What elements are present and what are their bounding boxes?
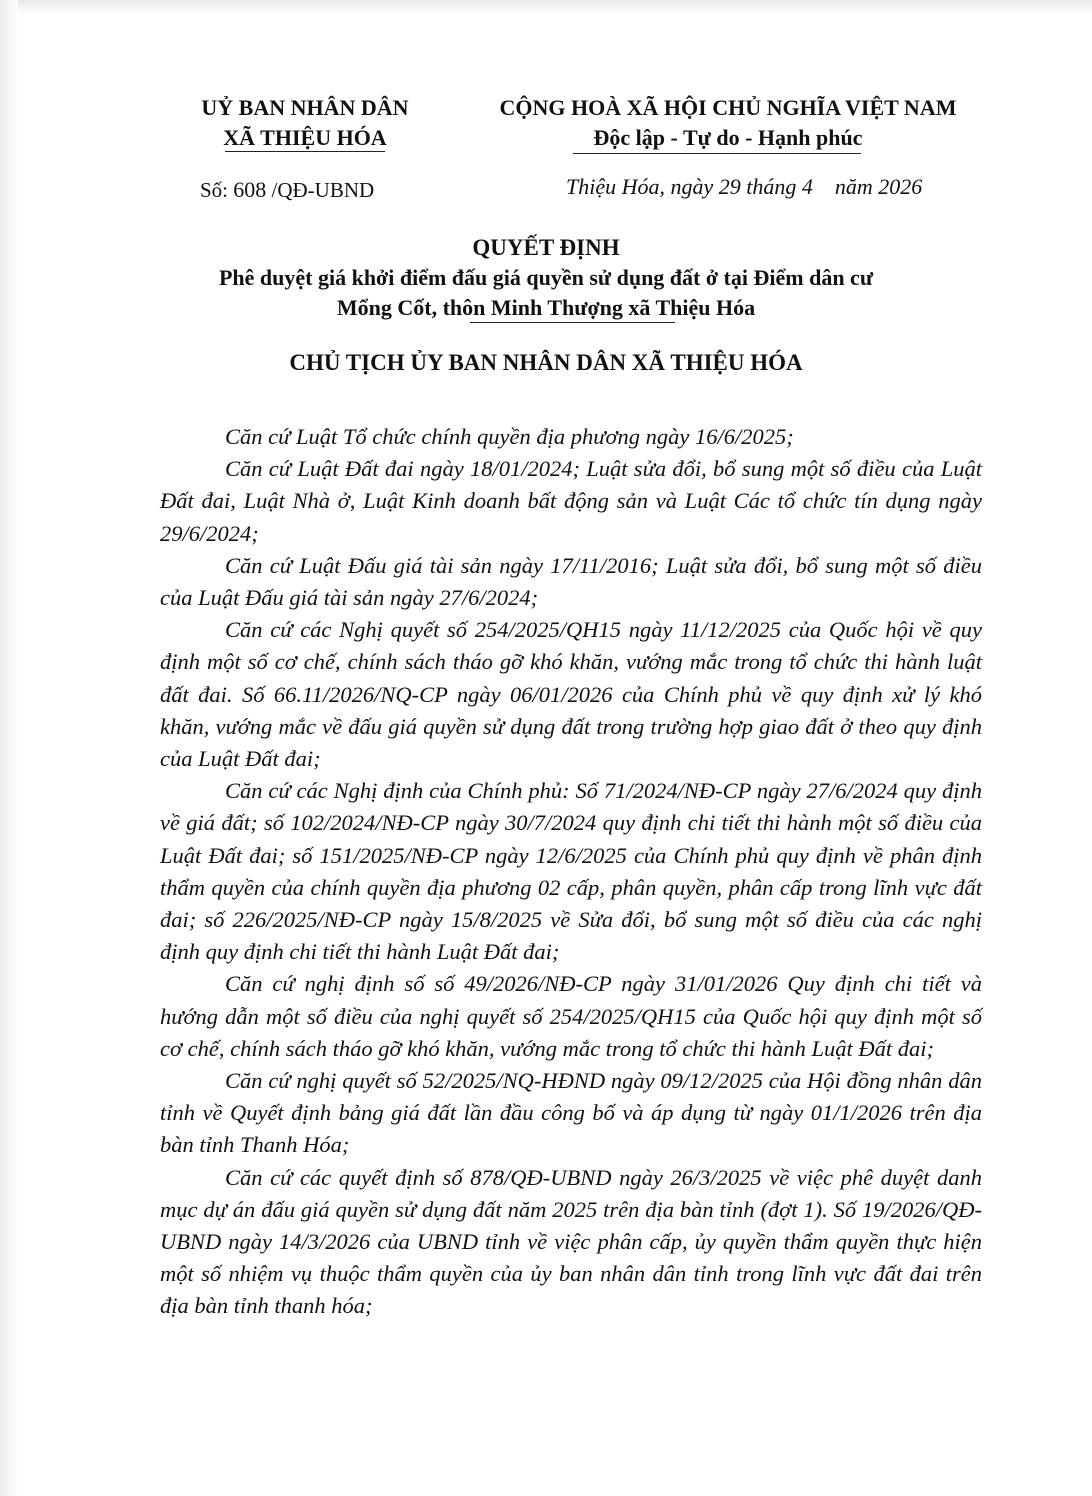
paragraph-6: Căn cứ nghị định số số 49/2026/NĐ-CP ngày 31/01/2026 Quy định chi tiết và hướng dẫn một số điều của nghị quyết số 254/2025/QH15 của Quốc hội quy định một số cơ chế, chính sách tháo gỡ khó khăn, vướng mắc trong tổ chức thi hành Luật Đất đai; (160, 971, 982, 1061)
subtitle-line-1: Phê duyệt giá khởi điểm đấu giá quyền sử dụng đất ở tại Điểm dân cư (218, 265, 874, 290)
document-number (200, 177, 374, 203)
paragraph-7: Căn cứ nghị quyết số 52/2025/NQ-HĐND ngày 09/12/2025 của Hội đồng nhân dân tỉnh về Quyết định bảng giá đất lần đầu công bố và áp dụng từ ngày 01/1/2026 trên địa bàn tỉnh Thanh Hóa; (160, 1068, 982, 1158)
national-heading (468, 93, 988, 153)
paragraph-5: Căn cứ các Nghị định của Chính phủ: Số 71/2024/NĐ-CP ngày 27/6/2024 quy định về giá đất; số 102/2024/NĐ-CP ngày 30/7/2024 quy định chi tiết thi hành một số điều của Luật Đất đai; số 151/2025/NĐ-CP ngày 12/6/2025 của Chính phủ quy định về phân định thẩm quyền của chính quyền địa phương 02 cấp, phân quyền, phân cấp trong lĩnh vực đất đai; số 226/2025/NĐ-CP ngày 15/8/2025 về Sửa đổi, bổ sung một số điều của các nghị định quy định chi tiết thi hành Luật Đất đai; (160, 778, 982, 965)
scan-edge-left (0, 0, 18, 1496)
paragraph-8: Căn cứ các quyết định số 878/QĐ-UBND ngày 26/3/2025 về việc phê duyệt danh mục dự án đấu giá quyền sử dụng đất năm 2025 trên địa bàn tỉnh (đợt 1). Số 19/2026/QĐ-UBND ngày 14/3/2026 của UBND tỉnh về việc phân cấp, ủy quyền thẩm quyền thực hiện một số nhiệm vụ thuộc thẩm quyền của ủy ban nhân dân tỉnh trong lĩnh vực đất đai trên địa bàn tỉnh thanh hóa; (160, 1164, 982, 1319)
date-day: 29 (718, 174, 741, 199)
document-date (566, 174, 922, 200)
paragraph-2: Căn cứ Luật Đất đai ngày 18/01/2024; Luật sửa đổi, bổ sung một số điều của Luật Đất đai, Luật Nhà ở, Luật Kinh doanh bất động sản và Luật Các tổ chức tín dụng ngày 29/6/2024; (160, 456, 982, 546)
nation-motto: Độc lập - Tự do - Hạnh phúc (593, 125, 863, 150)
issuing-agency (170, 93, 440, 153)
doc-number-prefix: Số: (200, 178, 229, 202)
paragraph-3: Căn cứ Luật Đấu giá tài sản ngày 17/11/2016; Luật sửa đổi, bổ sung một số điều của Luật Đấu giá tài sản ngày 27/6/2024; (160, 552, 982, 611)
subtitle-underline (470, 322, 675, 323)
decision-subtitle (150, 263, 942, 323)
doc-number-suffix: /QĐ-UBND (271, 178, 375, 202)
date-place: Thiệu Hóa, ngày (566, 174, 714, 199)
doc-number-value: 608 (233, 177, 267, 202)
legal-basis (160, 421, 982, 1323)
subtitle-line-2: Mổng Cốt, thôn Minh Thượng xã Thiệu Hóa (336, 295, 756, 320)
motto-underline (573, 153, 861, 154)
paragraph-4: Căn cứ các Nghị quyết số 254/2025/QH15 ngày 11/12/2025 của Quốc hội về quy định một số cơ chế, chính sách tháo gỡ khó khăn, vướng mắc trong tổ chức thi hành luật đất đai. Số 66.11/2026/NQ-CP ngày 06/01/2026 của Chính phủ về quy định xử lý khó khăn, vướng mắc về đấu giá quyền sử dụng đất trong trường hợp giao đất ở theo quy định của Luật Đất đai; (160, 617, 982, 772)
agency-line-1: UỶ BAN NHÂN DÂN (201, 95, 409, 120)
date-month-label: tháng (746, 174, 797, 199)
chairman-heading: CHỦ TỊCH ỦY BAN NHÂN DÂN XÃ THIỆU HÓA (289, 350, 803, 375)
date-year: 2026 (878, 174, 923, 199)
scan-edge-top (0, 0, 1092, 14)
decision-title: QUYẾT ĐỊNH (472, 235, 620, 260)
agency-underline (225, 151, 385, 152)
paragraph-1: Căn cứ Luật Tổ chức chính quyền địa phương ngày 16/6/2025; (225, 424, 794, 449)
date-year-label: năm (834, 174, 873, 199)
date-month: 4 (801, 174, 813, 199)
agency-line-2: XÃ THIỆU HÓA (223, 125, 387, 150)
nation-line-1: CỘNG HOÀ XÃ HỘI CHỦ NGHĨA VIỆT NAM (499, 95, 957, 120)
